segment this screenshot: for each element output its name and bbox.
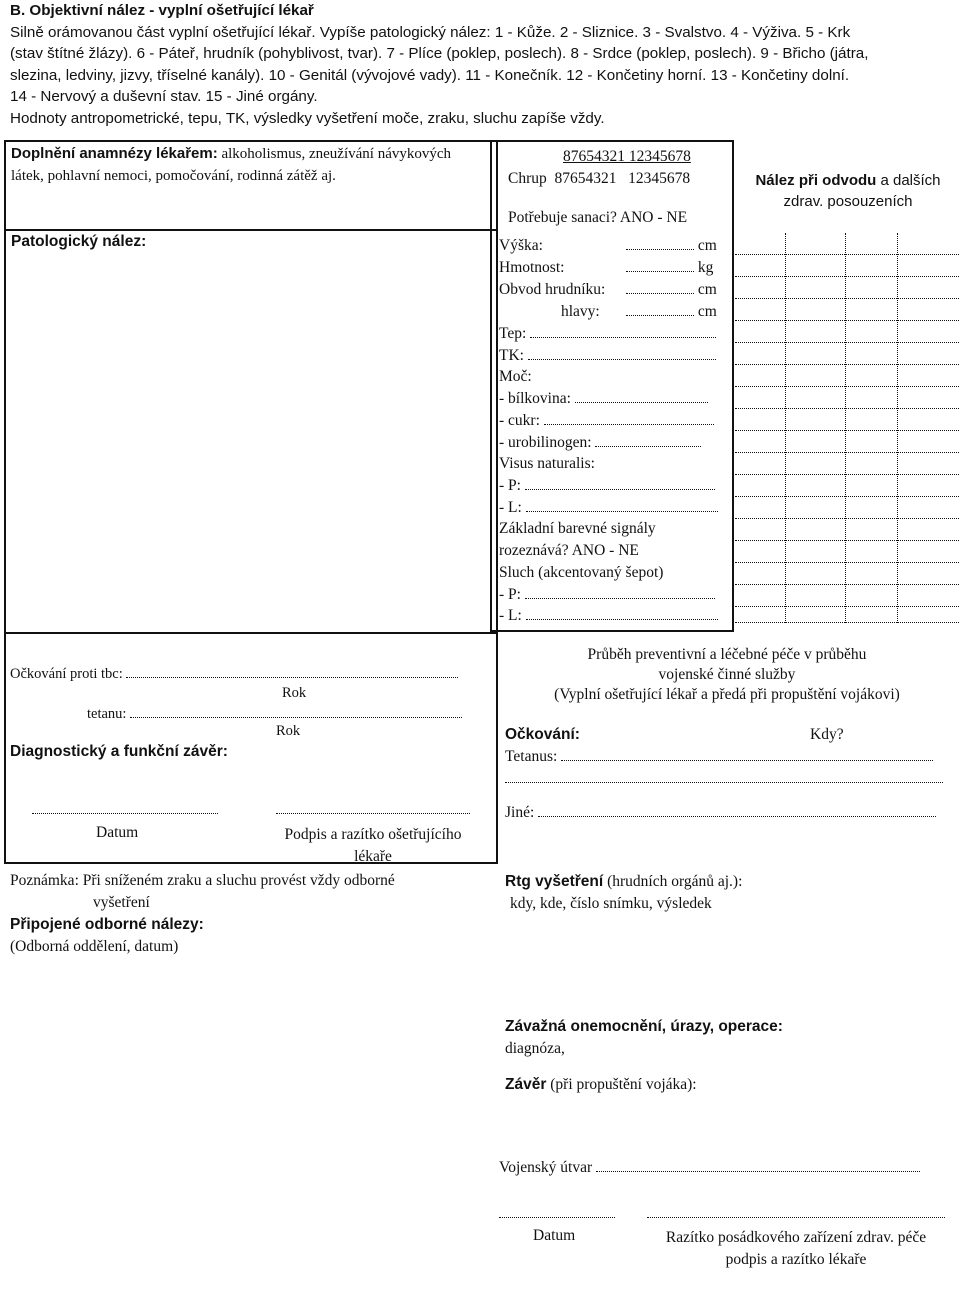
signature-field[interactable] [276, 801, 470, 819]
anamnesis-text: alkoholismus, zneužívání návykových [217, 146, 452, 162]
hearing-right-field[interactable] [499, 586, 715, 604]
chest-field[interactable] [499, 281, 605, 299]
teeth-upper: 87654321 12345678 [563, 148, 691, 165]
tbc-label: Očkování proti tbc: [10, 666, 123, 682]
unit-label: Vojenský útvar [499, 1159, 593, 1176]
height-field[interactable] [499, 237, 543, 255]
teeth-label: Chrup [508, 170, 547, 187]
note-line1: Poznámka: Při sníženém zraku a sluchu provést vždy odborné [10, 872, 395, 889]
findings-title-bold: Nález při odvodu [755, 172, 877, 189]
instruction-line: slezina, ledviny, jizvy, tříselné kanály). 10 - Genitál (vývojové vady). 11 - Konečník. 12 - Končetiny horní. 13 - Končetiny dolní. [10, 66, 850, 84]
height-label: Výška: [499, 237, 543, 254]
anamnesis-text: látek, pohlavní nemoci, pomočování, rodinná zátěž aj. [11, 168, 336, 184]
care-title-line3: (Vyplní ošetřující lékař a předá při propuštění vojákovi) [554, 686, 900, 703]
head-value[interactable] [626, 303, 717, 321]
discharge-block [505, 1076, 697, 1094]
year-label: Rok [276, 723, 301, 739]
note-line2: vyšetření [93, 894, 150, 911]
teeth-row-upper [563, 148, 691, 166]
weight-value[interactable] [626, 259, 713, 277]
right-label: - P: [499, 586, 521, 603]
instruction-line: Silně orámovanou část vyplní ošetřující lékař. Vypíše patologický nález: 1 - Kůže. 2 - Sliznice. 3 - Svalstvo. 4 - Výživa. 5 - Krk [10, 23, 851, 41]
xray-label: Rtg vyšetření [505, 873, 604, 890]
unit-date-field[interactable] [499, 1205, 615, 1223]
xray-block [505, 871, 742, 915]
protein-label: - bílkovina: [499, 390, 571, 407]
date-caption: Datum [96, 824, 139, 841]
care-tetanus-line2[interactable] [505, 770, 943, 788]
visus-label: Visus naturalis: [499, 455, 595, 472]
signature-caption [270, 824, 476, 868]
findings-title-rest: a dalších [876, 172, 941, 189]
pulse-label: Tep: [499, 325, 527, 342]
color-vision-question: rozeznává? ANO - NE [499, 542, 639, 559]
care-tetanus-label: Tetanus: [505, 748, 558, 765]
discharge-label: Závěr [505, 1076, 547, 1093]
anamnesis-label: Doplnění anamnézy lékařem: [11, 145, 218, 162]
attached-findings-label: Připojené odborné nálezy: [10, 916, 204, 933]
urobilinogen-label: - urobilinogen: [499, 434, 592, 451]
right-label: - P: [499, 477, 521, 494]
weight-field[interactable] [499, 259, 564, 277]
signature-caption-line1: Podpis a razítko ošetřujícího [284, 826, 462, 843]
care-title-line1: Průběh preventivní a léčebné péče v průběhu [587, 646, 867, 663]
pathological-label: Patologický nález: [11, 233, 147, 250]
conclusion-label: Diagnostický a funkční závěr: [10, 743, 228, 760]
visus-left-field[interactable] [499, 499, 718, 517]
unit-field[interactable] [499, 1159, 920, 1177]
chest-value[interactable] [626, 281, 717, 299]
care-tetanus-field[interactable] [505, 748, 933, 766]
blood-pressure-field[interactable] [499, 347, 716, 365]
care-title [496, 645, 958, 705]
care-title-line2: vojenské činné služby [658, 666, 796, 683]
tetanus-field[interactable] [87, 705, 462, 723]
attached-findings-sub: (Odborná oddělení, datum) [10, 938, 179, 955]
divider [4, 229, 496, 231]
visus-right-field[interactable] [499, 477, 715, 495]
care-other-field[interactable] [505, 804, 936, 822]
teeth-row [508, 170, 690, 188]
divider [4, 632, 498, 634]
chest-label: Obvod hrudníku: [499, 281, 606, 298]
care-when-label: Kdy? [810, 726, 844, 743]
left-label: - L: [499, 607, 522, 624]
bp-label: TK: [499, 347, 524, 364]
protein-field[interactable] [499, 390, 708, 408]
instruction-line: 14 - Nervový a duševní stav. 15 - Jiné orgány. [10, 88, 318, 105]
xray-sub: kdy, kde, číslo snímku, výsledek [510, 895, 712, 912]
teeth-lower-right: 12345678 [628, 170, 691, 187]
unit-stamp-line2: podpis a razítko lékaře [725, 1251, 867, 1268]
color-vision-label: Základní barevné signály [499, 520, 656, 537]
illness-label: Závažná onemocnění, úrazy, operace: [505, 1018, 783, 1035]
date-field[interactable] [32, 801, 218, 819]
hearing-label: Sluch (akcentovaný šepot) [499, 564, 664, 581]
unit: cm [697, 281, 717, 298]
left-label: - L: [499, 499, 522, 516]
teeth-lower-left: 87654321 [554, 170, 617, 187]
sanation-question: Potřebuje sanaci? ANO - NE [508, 209, 688, 226]
unit-stamp-line1: Razítko posádkového zařízení zdrav. péče [665, 1229, 927, 1246]
unit: cm [697, 237, 717, 254]
unit: kg [697, 259, 714, 276]
findings-title-line2: zdrav. posouzeních [783, 193, 913, 210]
illness-sub: diagnóza, [505, 1040, 565, 1057]
unit: cm [697, 303, 717, 320]
findings-title [736, 170, 960, 212]
pulse-field[interactable] [499, 325, 716, 343]
section-title: B. Objektivní nález - vyplní ošetřující lékař [10, 2, 314, 19]
xray-label-rest: (hrudních orgánů aj.): [603, 873, 743, 890]
discharge-label-rest: (při propuštění vojáka): [546, 1076, 697, 1093]
illness-block [505, 1016, 783, 1060]
tbc-field[interactable] [10, 665, 458, 683]
signature-caption-line2: lékaře [354, 848, 392, 865]
note-block [10, 870, 395, 958]
unit-date-caption: Datum [533, 1227, 576, 1244]
urine-label: Moč: [499, 368, 532, 385]
year-label: Rok [282, 685, 307, 701]
instruction-line: (stav štítné žlázy). 6 - Páteř, hrudník (pohyblivost, tvar). 7 - Plíce (poklep, poslech). 8 - Srdce (poklep, poslech). 9 - Břicho (játra, [10, 45, 869, 62]
care-vaccination-label: Očkování: [505, 726, 580, 743]
head-label: hlavy: [561, 303, 600, 320]
anamnesis-block [11, 143, 451, 187]
instruction-line: Hodnoty antropometrické, tepu, TK, výsledky vyšetření moče, zraku, sluchu zapíše vždy. [10, 109, 605, 127]
sugar-label: - cukr: [499, 412, 540, 429]
sugar-field[interactable] [499, 412, 714, 430]
header-block [10, 0, 868, 129]
head-field[interactable] [561, 303, 600, 321]
urobilinogen-field[interactable] [499, 434, 701, 452]
findings-grid[interactable] [735, 233, 959, 623]
height-value[interactable] [626, 237, 717, 255]
hearing-left-field[interactable] [499, 607, 718, 625]
weight-label: Hmotnost: [499, 259, 565, 276]
unit-stamp-caption [648, 1227, 944, 1271]
care-other-label: Jiné: [505, 804, 535, 821]
unit-stamp-field[interactable] [647, 1205, 945, 1223]
tetanus-label: tetanu: [87, 706, 127, 722]
